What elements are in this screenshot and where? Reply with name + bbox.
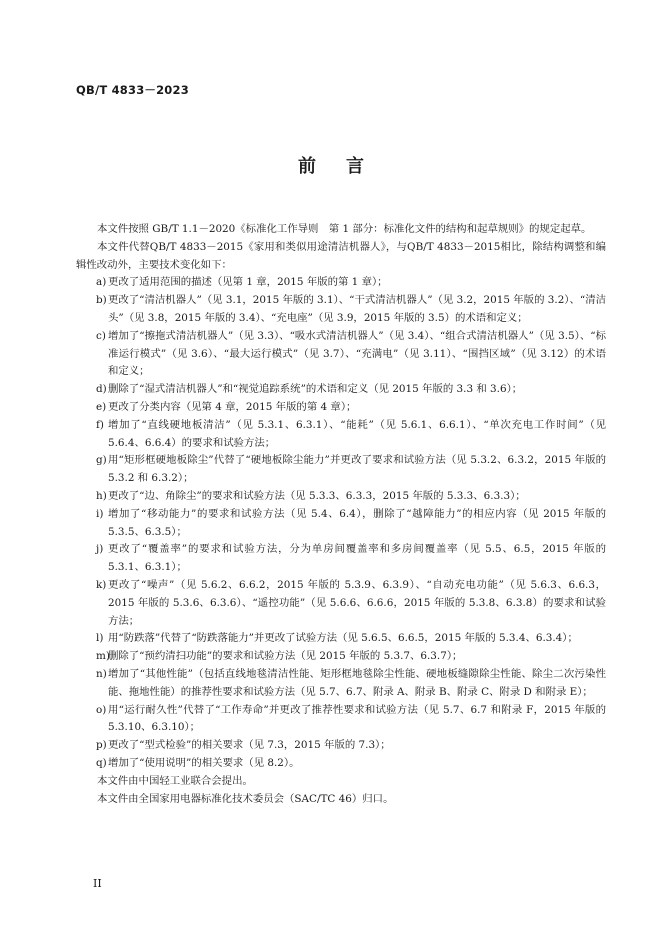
list-item-label: b)	[96, 294, 107, 307]
list-item	[76, 666, 606, 702]
intro-paragraph-2: 本文件代替QB/T 4833－2015《家用和类似用途清洁机器人》，与QB/T 4833－2015相比，除结构调整和编辑性改动外，主要技术变化如下：	[76, 240, 606, 271]
list-item-text: 更改了“噪声”（见 5.6.2、6.6.2，2015 年版的 5.3.9、6.3.9）、“自动充电功能”（见 5.6.3、6.6.3，2015 年版的 5.3.6、6.3.6）、“遥控功能”（见 5.6.6、6.6.6，2015 年版的 5.3.8、6.3.8）的要求和试验方法；	[108, 578, 606, 627]
list-item	[76, 328, 606, 381]
closing-paragraph-1: 本文件由中国轻工业联合会提出。	[97, 774, 253, 787]
list-item-label: g)	[96, 454, 107, 467]
list-item	[76, 417, 606, 453]
list-item-text: 删除了“湿式清洁机器人”和“视觉追踪系统”的术语和定义（见 2015 年版的 3.3 和 3.6）；	[108, 383, 523, 396]
list-item-text: 更改了适用范围的描述（见第 1 章，2015 年版的第 1 章）；	[108, 276, 388, 289]
list-item-text: 用“防跌落”代替了“防跌落能力”并更改了试验方法（见 5.6.5、6.6.5，2015 年版的 5.3.4、6.3.4）；	[108, 632, 578, 645]
list-item-text: 用“矩形框硬地板除尘”代替了“硬地板除尘能力”并更改了要求和试验方法（见 5.3.2、6.3.2，2015 年版的 5.3.2 和 6.3.2）；	[108, 454, 606, 485]
list-item-label: k)	[96, 578, 107, 591]
list-item-text: 更改了分类内容（见第 4 章，2015 年版的第 4 章）；	[108, 400, 357, 413]
list-item-text: 用“运行耐久性”代替了“工作寿命”并更改了推荐性要求和试验方法（见 5.7、6.7 和附录 F，2015 年版的 5.3.10、6.3.10）；	[108, 703, 606, 734]
closing-paragraph-2: 本文件由全国家用电器标准化技术委员会（SAC/TC 46）归口。	[97, 792, 394, 805]
list-item	[76, 506, 606, 542]
changes-list	[76, 274, 606, 772]
list-item-label: j)	[96, 543, 104, 556]
list-item	[76, 755, 606, 773]
title-char-1: 前	[298, 156, 316, 177]
list-item-label: m)	[96, 650, 110, 663]
list-item	[76, 452, 606, 488]
list-item	[76, 702, 606, 738]
list-item	[76, 292, 606, 328]
list-item-label: o)	[96, 703, 107, 716]
page-title	[0, 152, 662, 178]
list-item-text: 删除了“预约清扫功能”的要求和试验方法（见 2015 年版的 5.3.7、6.3.7）；	[108, 650, 463, 663]
list-item-label: h)	[96, 489, 107, 502]
list-item	[76, 488, 606, 506]
list-item-label: c)	[96, 329, 106, 342]
list-item-text: 增加了“直线硬地板清洁”（见 5.3.1、6.3.1）、“能耗”（见 5.6.1、6.6.1）、“单次充电工作时间”（见 5.6.4、6.6.4）的要求和试验方法；	[108, 418, 606, 449]
list-item	[76, 274, 606, 292]
list-item-label: d)	[96, 383, 107, 396]
list-item-text: 增加了“其他性能”（包括直线地毯清洁性能、矩形框地毯除尘性能、硬地板缝隙除尘性能、除尘二次污染性能、拖地性能）的推荐性要求和试验方法（见 5.7、6.7、附录 A、附录 B、附录 C、附录 D 和附录 E）；	[108, 667, 606, 698]
list-item-label: e)	[96, 400, 107, 413]
list-item	[76, 541, 606, 577]
list-item	[76, 648, 606, 666]
list-item-label: q)	[96, 756, 107, 769]
list-item-label: a)	[96, 276, 107, 289]
document-body	[76, 221, 606, 808]
list-item-text: 更改了“型式检验”的相关要求（见 7.3，2015 年版的 7.3）；	[108, 739, 391, 752]
list-item	[76, 399, 606, 417]
title-char-2: 言	[346, 156, 364, 177]
list-item-label: i)	[96, 507, 104, 520]
list-item-text: 更改了“清洁机器人”（见 3.1，2015 年版的 3.1）、“干式清洁机器人”（见 3.2，2015 年版的 3.2）、“清洁头”（见 3.8，2015 年版的 3.4）、“充电座”（见 3.9，2015 年版的 3.5）的术语和定义；	[108, 294, 606, 324]
intro-paragraph-1: 本文件按照 GB/T 1.1－2020《标准化工作导则 第 1 部分：标准化文件的结构和起草规则》的规定起草。	[97, 223, 592, 235]
list-item-text: 增加了“擦拖式清洁机器人”（见 3.3）、“吸水式清洁机器人”（见 3.4）、“组合式清洁机器人”（见 3.5）、“标准运行模式”（见 3.6）、“最大运行模式”（见 3.7）、“充满电”（见 3.11）、“围挡区域”（见 3.12）的术语和定义；	[108, 329, 606, 378]
list-item-label: p)	[96, 739, 107, 752]
list-item-text: 增加了“使用说明”的相关要求（见 8.2）。	[108, 756, 300, 769]
list-item	[76, 381, 606, 399]
list-item-label: l)	[96, 632, 104, 645]
list-item-label: n)	[96, 667, 107, 680]
list-item-label: f)	[96, 418, 104, 431]
list-item-text: 更改了“覆盖率”的要求和试验方法，分为单房间覆盖率和多房间覆盖率（见 5.5、6.5，2015 年版的 5.3.1、6.3.1）；	[108, 543, 606, 574]
list-item	[76, 737, 606, 755]
list-item-text: 更改了“边、角除尘”的要求和试验方法（见 5.3.3、6.3.3，2015 年版的 5.3.3、6.3.3）；	[108, 489, 526, 502]
list-item	[76, 577, 606, 630]
list-item-text: 增加了“移动能力”的要求和试验方法（见 5.4、6.4），删除了“越障能力”的相应内容（见 2015 年版的 5.3.5、6.3.5）；	[108, 507, 606, 538]
list-item	[76, 630, 606, 648]
page-number: II	[93, 877, 102, 890]
standard-number-header: QB/T 4833－2023	[76, 83, 189, 97]
